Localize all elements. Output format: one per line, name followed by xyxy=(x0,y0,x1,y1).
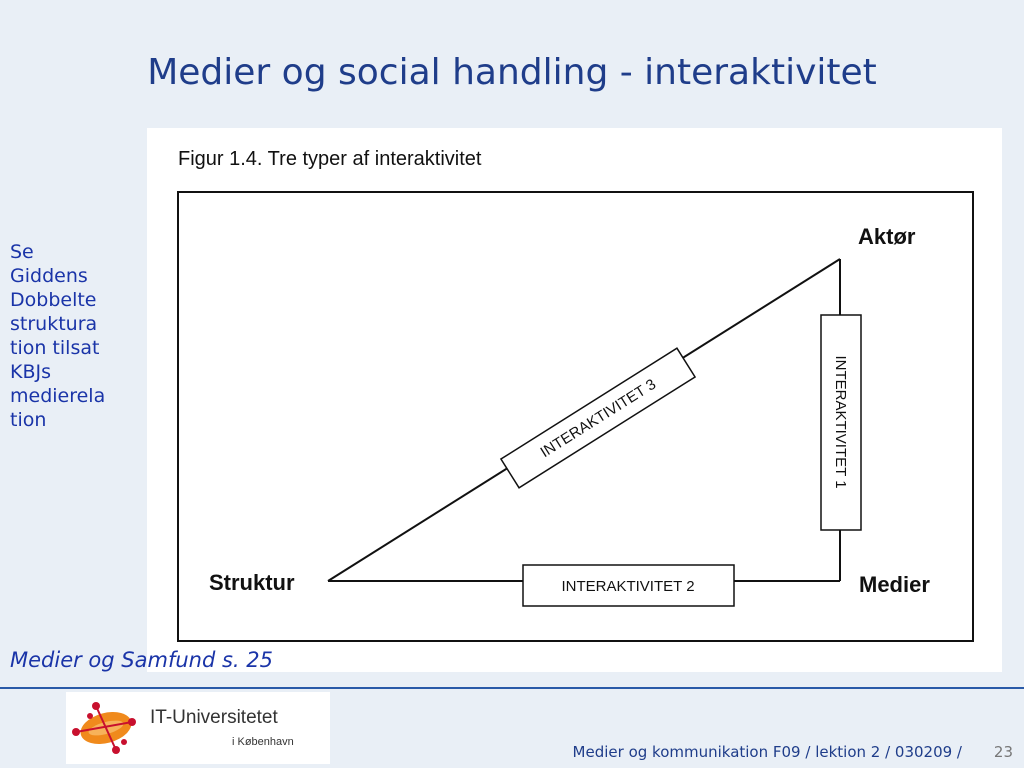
page-number: 23 xyxy=(993,743,1013,761)
figure-caption: Figur 1.4. Tre typer af interaktivitet xyxy=(178,148,482,170)
interactivity-1-label: INTERAKTIVITET 1 xyxy=(832,355,849,489)
footer-text: Medier og kommunikation F09 / lektion 2 / 030209 / xyxy=(572,743,962,761)
logo-name: IT-Universitetet xyxy=(150,707,278,728)
interactivity-3-box xyxy=(501,348,695,488)
source-reference: Medier og Samfund s. 25 xyxy=(10,648,273,672)
logo-subtitle: i København xyxy=(232,736,294,748)
interactivity-1-box xyxy=(821,315,861,530)
interactivity-2-label: INTERAKTIVITET 2 xyxy=(561,578,695,595)
side-note: Se Giddens Dobbelte struktura tion tilsat KBJs medierela tion xyxy=(10,241,106,431)
itu-logo-icon xyxy=(66,692,146,764)
itu-logo xyxy=(66,692,330,764)
interactivity-3-label: INTERAKTIVITET 3 xyxy=(537,375,660,462)
footer-divider xyxy=(0,687,1024,689)
figure-panel xyxy=(147,128,1002,672)
slide-title: Medier og social handling - interaktivitet xyxy=(147,52,877,93)
node-actor: Aktør xyxy=(858,224,916,249)
node-media: Medier xyxy=(859,572,930,597)
node-structure: Struktur xyxy=(209,570,295,595)
interactivity-2-box xyxy=(523,565,734,606)
